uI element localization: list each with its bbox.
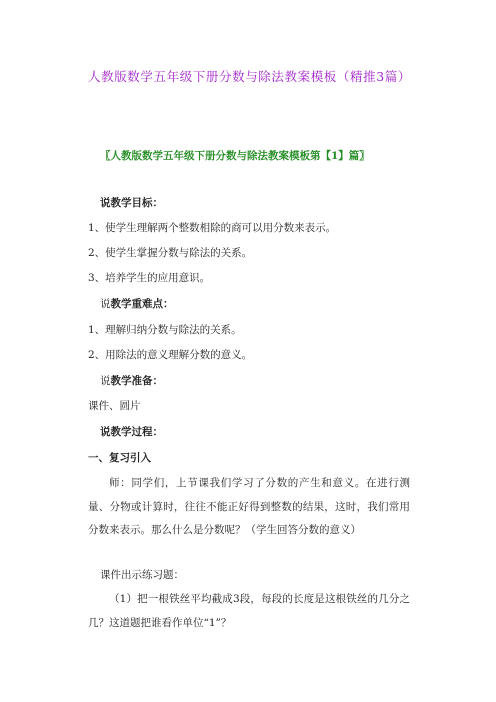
prep-heading	[100, 373, 163, 389]
goal-item-2: 2、使学生掌握分数与除法的关系。	[88, 247, 253, 259]
prep-items: 课件、圆片	[88, 400, 141, 412]
exercise-1: （1）把一根铁丝平均截成3段，每段的长度是这根铁丝的几分之几？这道题把谁看作单位“1”？	[88, 593, 410, 629]
goal-item-3: 3、培养学生的应用意识。	[88, 272, 211, 284]
difficulty-heading-text: 教学重难点：	[110, 298, 174, 310]
part1-heading: 一、复习引入	[88, 452, 151, 464]
difficulty-item-2: 2、用除法的意义理解分数的意义。	[88, 349, 253, 361]
prep-heading-prefix: 说	[100, 375, 111, 387]
prep-heading-text: 教学准备：	[110, 375, 163, 387]
section-subtitle: 〖人教版数学五年级下册分数与除法教案模板第【1】篇〗	[100, 150, 370, 162]
difficulty-heading	[100, 296, 174, 312]
teacher-paragraph: 师：同学们，上节课我们学习了分数的产生和意义。在进行测量、分物或计算时，往往不能正好得到整数的结果，这时，我们常用分数来表示。那么什么是分数呢？（学生回答分数的意义）	[88, 477, 410, 536]
difficulty-heading-prefix: 说	[100, 298, 111, 310]
exercise-intro: 课件出示练习题：	[100, 569, 184, 581]
goal-item-1: 1、使学生理解两个整数相除的商可以用分数来表示。	[88, 222, 337, 234]
document-title: 人教版数学五年级下册分数与除法教案模板（精推3篇）	[88, 69, 411, 84]
process-heading: 说教学过程：	[100, 426, 163, 438]
difficulty-item-1: 1、理解归纳分数与除法的关系。	[88, 324, 242, 336]
goals-heading: 说教学目标：	[100, 197, 163, 209]
